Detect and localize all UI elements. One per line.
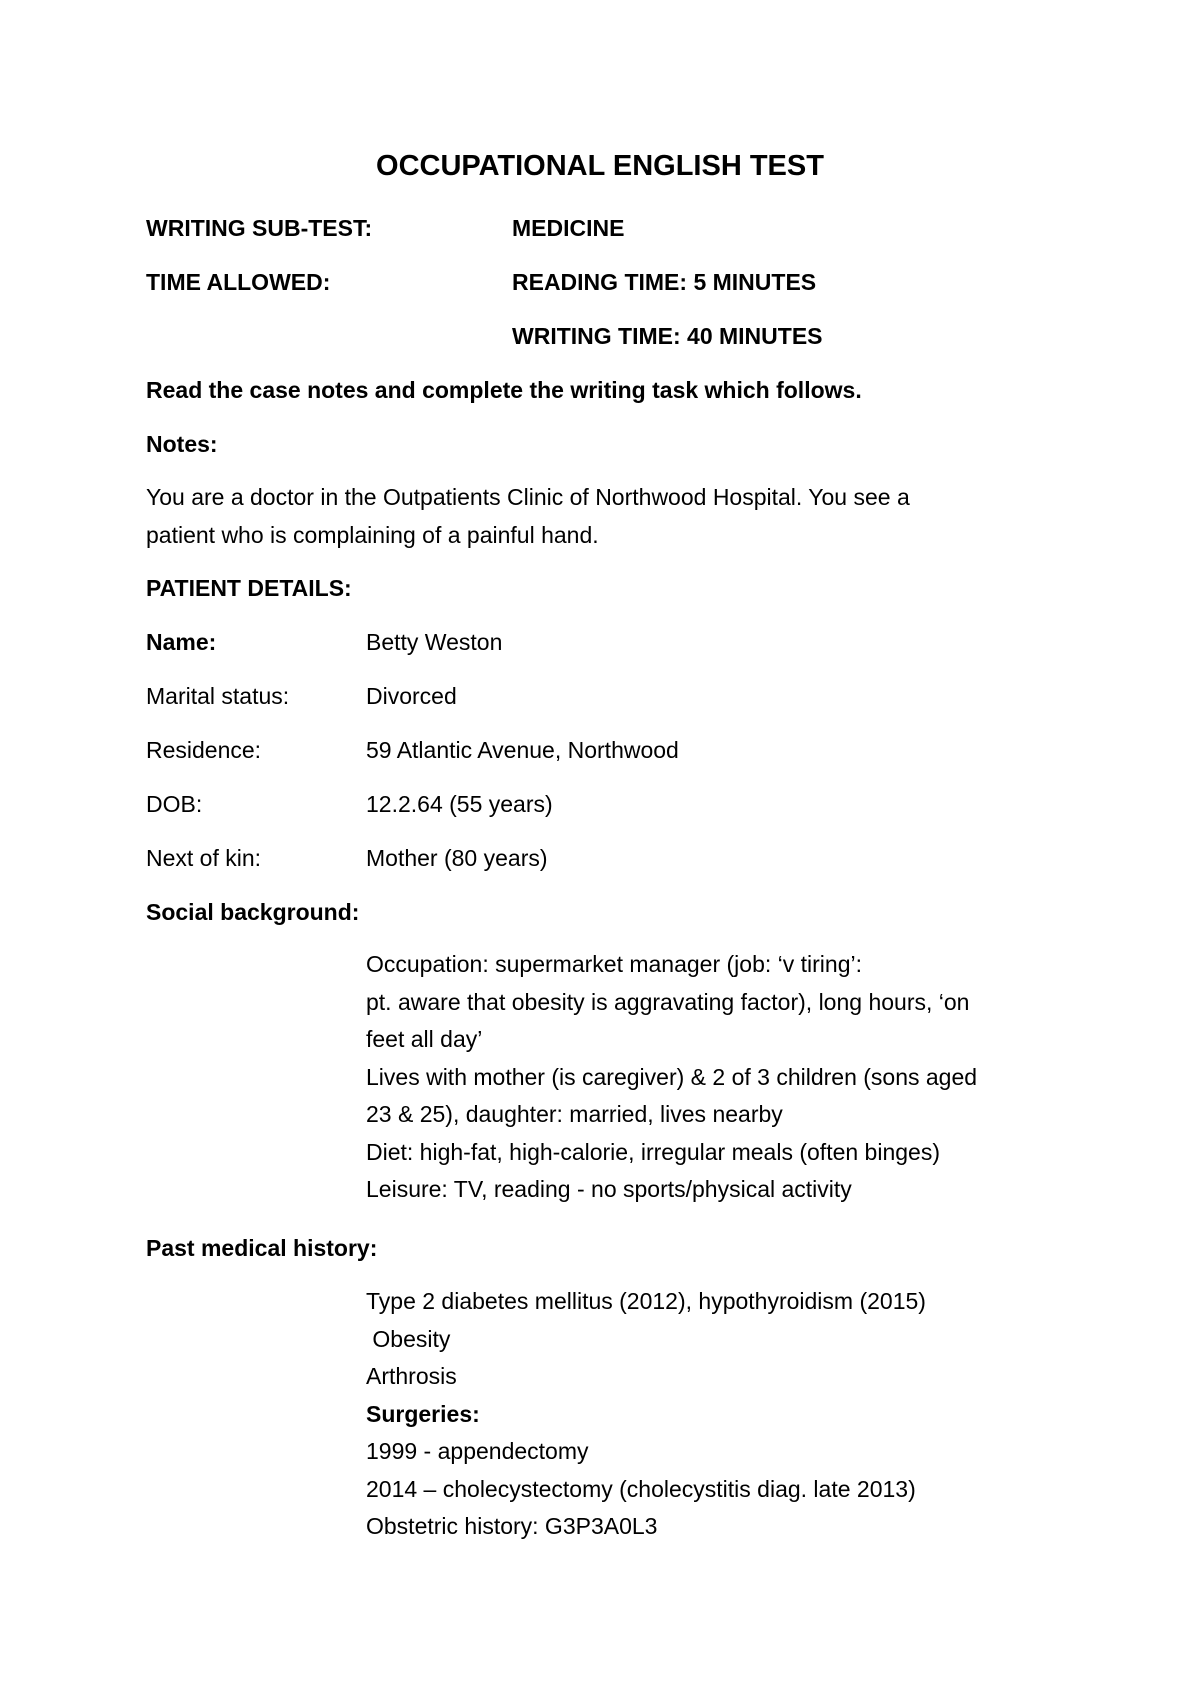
time-allowed-label: TIME ALLOWED: (146, 269, 331, 295)
subtest-value: MEDICINE (512, 215, 625, 241)
past-medical-history-label: Past medical history: (146, 1235, 378, 1261)
social-line: feet all day’ (366, 1026, 483, 1052)
notes-label: Notes: (146, 431, 218, 457)
surgeries-label: Surgeries: (366, 1400, 480, 1427)
social-line: 23 & 25), daughter: married, lives nearby (366, 1101, 783, 1127)
dob-label: DOB: (146, 791, 203, 817)
intro-paragraph (146, 478, 1066, 554)
surgery-line: 2014 – cholecystectomy (cholecystitis diag. late 2013) (366, 1475, 916, 1502)
marital-value: Divorced (366, 683, 457, 709)
patient-details-label: PATIENT DETAILS: (146, 575, 352, 601)
name-label: Name: (146, 629, 217, 655)
document-title: OCCUPATIONAL ENGLISH TEST (376, 150, 824, 182)
dob-value: 12.2.64 (55 years) (366, 791, 553, 817)
past-medical-history-block (366, 1283, 1086, 1546)
social-line: pt. aware that obesity is aggravating factor), long hours, ‘on (366, 988, 970, 1015)
residence-value: 59 Atlantic Avenue, Northwood (366, 737, 679, 763)
social-line: Leisure: TV, reading - no sports/physical activity (366, 1176, 852, 1202)
residence-label: Residence: (146, 737, 262, 763)
writing-time: WRITING TIME: 40 MINUTES (512, 323, 823, 349)
surgery-line: 1999 - appendectomy (366, 1438, 589, 1464)
social-background-label: Social background: (146, 899, 360, 925)
pmh-line: Obesity (366, 1325, 451, 1352)
social-background-block (366, 946, 1086, 1209)
intro-line-1: You are a doctor in the Outpatients Clinic of Northwood Hospital. You see a (146, 484, 910, 510)
social-line: Diet: high-fat, high-calorie, irregular meals (often binges) (366, 1138, 940, 1165)
intro-line-2: patient who is complaining of a painful hand. (146, 522, 599, 548)
marital-label: Marital status: (146, 683, 290, 709)
subtest-label: WRITING SUB-TEST: (146, 215, 373, 241)
reading-time: READING TIME: 5 MINUTES (512, 269, 817, 295)
pmh-line: Type 2 diabetes mellitus (2012), hypothyroidism (2015) (366, 1288, 926, 1314)
social-line: Lives with mother (is caregiver) & 2 of 3 children (sons aged (366, 1063, 978, 1090)
pmh-line: Arthrosis (366, 1363, 457, 1389)
kin-value: Mother (80 years) (366, 845, 548, 871)
obstetric-history-line: Obstetric history: G3P3A0L3 (366, 1513, 658, 1539)
kin-label: Next of kin: (146, 845, 262, 871)
social-line: Occupation: supermarket manager (job: ‘v tiring’: (366, 951, 862, 977)
name-value: Betty Weston (366, 629, 503, 655)
instruction: Read the case notes and complete the writing task which follows. (146, 377, 862, 403)
